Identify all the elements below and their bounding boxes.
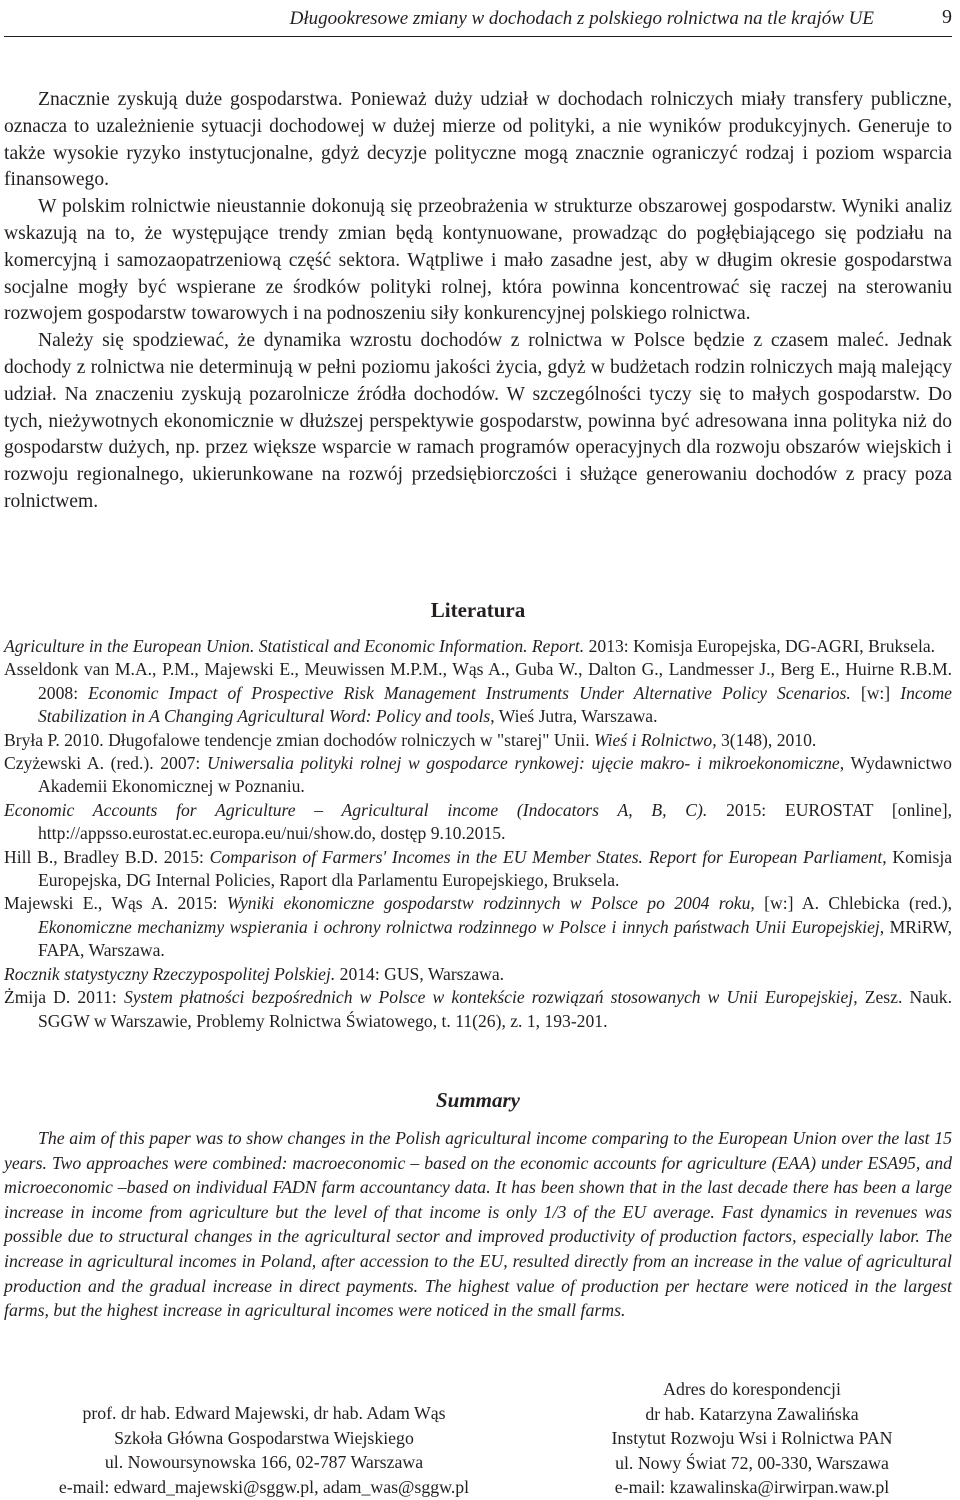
body-paragraph: Znacznie zyskują duże gospodarstwa. Ponieważ duży udział w dochodach rolniczych miały transfery publiczne, oznacza to uzależnienie sytuacji dochodowej w dużej mierze od polityki, a nie wyników produkcyjnych. Generuje to także wysokie ryzyko instytucjonalne, gdyż decyzje polityczne mogą znacznie ograniczyć rodzaj i poziom wsparcia finansowego.	[4, 89, 952, 191]
email-line: e-mail: kzawalinska@irwirpan.waw.pl	[614, 1477, 890, 1497]
author-line: dr hab. Katarzyna Zawalińska	[645, 1403, 859, 1424]
body-text	[4, 87, 952, 516]
reference-item: Majewski E., Wąs A. 2015: Wyniki ekonomiczne gospodarstw rodzinnych w Polsce po 2004 roku, [w:] A. Chlebicka (red.), Ekonomiczne mechanizmy wspierania i ochrony rolnictwa rodzinnego w Polsce i innych państwach Unii Europejskiej, MRiRW, FAPA, Warszawa.	[4, 893, 952, 961]
authors-line: prof. dr hab. Edward Majewski, dr hab. Adam Wąs	[82, 1403, 446, 1423]
page-number: 9	[942, 6, 952, 28]
summary-heading: Summary	[435, 1088, 521, 1112]
street-line: ul. Nowoursynowska 166, 02-787 Warszawa	[104, 1452, 424, 1472]
reference-item: Agriculture in the European Union. Statistical and Economic Information. Report. 2013: Komisja Europejska, DG-AGRI, Bruksela.	[4, 636, 936, 656]
reference-item: Czyżewski A. (red.). 2007: Uniwersalia polityki rolnej w gospodarce rynkowej: ujęcie makro- i mikroekonomiczne, Wydawnictwo Akademii Ekonomicznej w Poznaniu.	[4, 753, 952, 797]
reference-item: Bryła P. 2010. Długofalowe tendencje zmian dochodów rolniczych w "starej" Unii. Wieś i Rolnictwo, 3(148), 2010.	[4, 729, 817, 750]
reference-item: Hill B., Bradley B.D. 2015: Comparison of Farmers' Incomes in the EU Member States. Report for European Parliament, Komisja Europejska, DG Internal Policies, Raport dla Parlamentu Europejskiego, Bruksela.	[4, 846, 953, 891]
street-line: ul. Nowy Świat 72, 00-330, Warszawa	[615, 1452, 889, 1473]
reference-list	[4, 635, 952, 1033]
running-title: Długookresowe zmiany w dochodach z polskiego rolnictwa na tle krajów UE	[289, 8, 874, 29]
author-address-block	[4, 1401, 524, 1499]
reference-item: Economic Accounts for Agriculture – Agricultural income (Indocators A, B, C). 2015: EUROSTAT [online], http://appsso.eurostat.ec.europa.eu/nui/show.do, dostęp 9.10.2015.	[4, 799, 953, 844]
body-paragraph: Należy się spodziewać, że dynamika wzrostu dochodów z rolnictwa w Polsce będzie z czasem maleć. Jednak dochody z rolnictwa nie determinują w pełni poziomu jakości życia, gdyż w budżetach rodzin rolniczych mają malejący udział. Na znaczeniu zyskują pozarolnicze źródła dochodów. W szczególności tyczy się to małych gospodarstw. Do tych, nieżywotnych ekonomicznie w dłuższej perspektywie gospodarstw, powinna być adresowana inna polityka niż do gospodarstw dużych, np. przez większe wsparcie w ramach programów operacyjnych dla rozwoju obszarów wiejskich i rozwoju regionalnego, ukierunkowane na rozwój przedsiębiorczości i służące generowaniu dochodów z pracy poza rolnictwem.	[4, 330, 952, 512]
institution-line: Szkoła Główna Gospodarstwa Wiejskiego	[114, 1427, 414, 1448]
reference-item: Rocznik statystyczny Rzeczypospolitej Polskiej. 2014: GUS, Warszawa.	[4, 963, 505, 984]
body-paragraph: W polskim rolnictwie nieustannie dokonują się przeobrażenia w strukturze obszarowej gospodarstw. Wyniki analiz wskazują na to, że występujące trendy zmian będą kontynuowane, prowadząc do pogłębiającego się podziału na komercyjną i samozaopatrzeniową część sektora. Wątpliwe i mało zasadne jest, aby w długim okresie gospodarstwa socjalne mogły być wspierane ze środków polityki rolnej, która powinna koncentrować się raczej na sterowaniu rozwojem gospodarstw towarowych i na podnoszeniu siły konkurencyjnej polskiego rolnictwa.	[4, 196, 952, 325]
correspondence-address-block	[552, 1377, 952, 1500]
email-line: e-mail: edward_majewski@sggw.pl, adam_was@sggw.pl	[58, 1476, 470, 1497]
running-header	[4, 6, 952, 37]
reference-item: Asseldonk van M.A., P.M., Majewski E., Meuwissen M.P.M., Wąs A., Guba W., Dalton G., Landmesser J., Berg E., Huirne R.B.M. 2008: Economic Impact of Prospective Risk Management Instruments Under Alternative Policy Scenarios. [w:] Income Stabilization in A Changing Agricultural Word: Policy and tools, Wieś Jutra, Warszawa.	[4, 659, 952, 727]
correspondence-label: Adres do korespondencji	[663, 1379, 841, 1399]
summary-paragraph: The aim of this paper was to show changes in the Polish agricultural income comparing to the European Union over the last 15 years. Two approaches were combined: macroeconomic – based on the economic accounts for agriculture (EAA) under ESA95, and microeconomic –based on individual FADN farm accountancy data. It has been shown that in the last decade there has been a large increase in income from agriculture but the level of that income is only 1/3 of the EU average. Fast dynamics in revenues was possible due to structural changes in the agricultural sector and improved productivity of production factors, especially labor. The increase in agricultural incomes in Poland, after accession to the EU, resulted directly from an increase in the value of agricultural production and the gradual increase in direct payments. The highest value of production per hectare were noticed in the largest farms, but the highest increase in agricultural incomes were noticed in the small farms.	[4, 1128, 952, 1321]
summary-text	[4, 1126, 952, 1323]
reference-item: Żmija D. 2011: System płatności bezpośrednich w Polsce w kontekście rozwiązań stosowanych w Unii Europejskiej, Zesz. Nauk. SGGW w Warszawie, Problemy Rolnictwa Światowego, t. 11(26), z. 1, 193-201.	[4, 987, 952, 1031]
institution-line: Instytut Rozwoju Wsi i Rolnictwa PAN	[611, 1428, 893, 1448]
literature-heading: Literatura	[430, 598, 526, 622]
